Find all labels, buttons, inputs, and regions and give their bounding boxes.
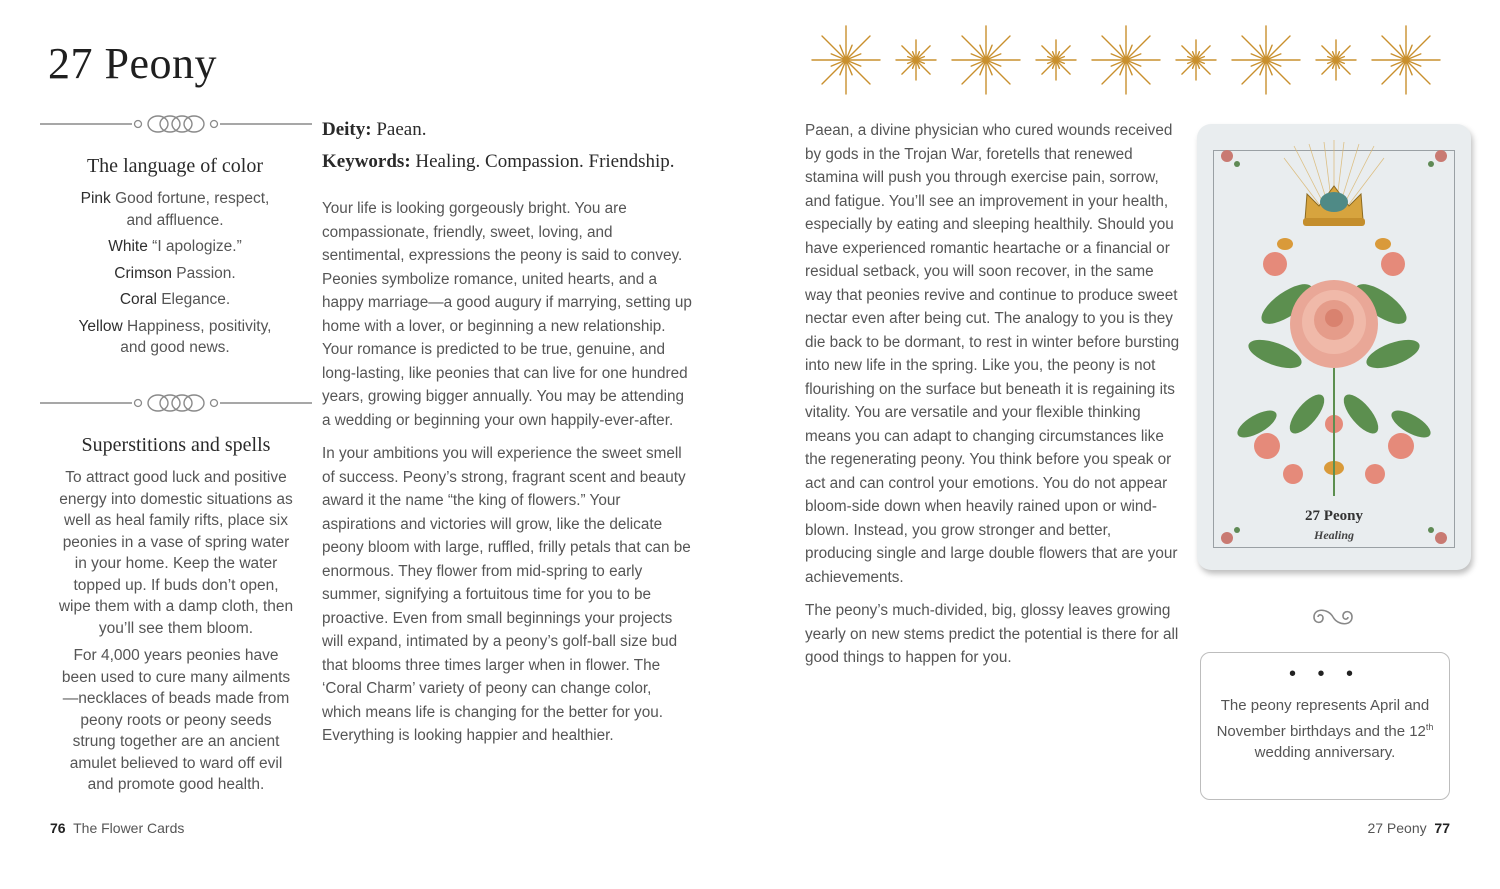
card-subtitle: Healing — [1313, 528, 1354, 542]
star-ray — [1182, 46, 1196, 60]
star-ray — [1126, 36, 1150, 60]
color-meaning: “I apologize.” — [152, 238, 242, 255]
star-ray — [1182, 60, 1196, 74]
note-text — [1215, 695, 1435, 764]
main-column-left — [322, 119, 694, 758]
note-text-part: The peony represents April and November birthdays and the 12 — [1216, 697, 1430, 740]
star-ray — [1406, 36, 1430, 60]
color-entry-white — [50, 236, 300, 258]
color-name: White — [108, 238, 148, 255]
star-center — [914, 58, 918, 62]
star-ray — [1382, 60, 1406, 84]
color-name: Coral — [119, 291, 157, 308]
star-ray — [1126, 60, 1150, 84]
superstition-paragraph: To attract good luck and positive energy into domestic situations as well as heal family rifts, place six peonies in a vase of spring water in your home. Keep the water topped up. If buds don’t open, wipe them with a damp cloth, then you’ll see them bloom. — [58, 469, 294, 637]
superstitions-section — [58, 434, 294, 802]
star-ray — [1406, 60, 1430, 84]
deity-value: Paean. — [376, 119, 427, 140]
deity-line — [322, 119, 694, 141]
star-center — [1334, 58, 1338, 62]
color-meaning: Happiness, positivity, and good news. — [120, 317, 272, 356]
star-center — [843, 57, 849, 63]
star-ray — [902, 60, 916, 74]
star-ray — [962, 60, 986, 84]
peony-illustration-icon — [1197, 124, 1471, 570]
color-language-heading: The language of color — [86, 155, 264, 177]
star-ray — [916, 60, 930, 74]
color-entry-pink — [50, 188, 300, 231]
star-ray — [962, 36, 986, 60]
keywords-label: Keywords: — [322, 151, 411, 172]
star-ray — [986, 36, 1010, 60]
color-name: Pink — [80, 190, 111, 207]
running-title: The Flower Cards — [73, 820, 185, 836]
star-ray — [1056, 60, 1070, 74]
star-ray — [1102, 60, 1126, 84]
star-ray — [822, 36, 846, 60]
color-entry-yellow — [50, 316, 300, 359]
body-paragraph: The peony’s much-divided, big, glossy leaves growing yearly on new stems predict the potential is there for all good things to happen for you. — [805, 602, 1179, 666]
page-folio-left — [50, 820, 184, 836]
star-ray — [1056, 46, 1070, 60]
color-meaning: Passion. — [176, 264, 236, 282]
page-title: 27 Peony — [48, 39, 217, 88]
color-entry-crimson — [50, 263, 300, 285]
body-paragraph: Paean, a divine physician who cured wounds received by gods in the Trojan War, foretells that renewed stamina will push you through exercise pain, sorrow, and fatigue. You’ll see an improvement in your health, especially by eating and sleeping healthily. Should you have experienced romantic heartache or a financial or residual setback, you will soon recover, in the same way that peonies revive and continue to produce sweet nectar even after being cut. The analogy to you is they die back to be dormant, to rest in winter before bursting into new life in the spring. Like you, the peony is not flourishing on the surface but beneath it is regaining its vitality. You are versatile and your flexible thinking means you can adapt to changing circumstances like the regenerating peony. You think before you speak or act and can control your emotions. You do not appear bloom-side down when heavily rained upon or wind-blown. Instead, you grow stronger and better, producing single and large double flowers that are your achievements. — [805, 122, 1180, 586]
deity-label: Deity: — [322, 119, 372, 140]
star-ray — [1242, 60, 1266, 84]
star-ray — [1196, 46, 1210, 60]
main-column-right — [805, 119, 1181, 680]
body-paragraph: In your ambitions you will experience the sweet smell of success. Peony’s strong, fragrant scent and beauty award it the name “the king of flowers.” Your aspirations and victories will grow, like the delicate peony bloom with large, ruffled, frilly petals that can be enormous. They flower from mid-spring to early summer, signifying a fortuitous time for you to be proactive. Even from small beginnings your projects will expand, intimated by a peony’s golf-ball size bud that blooms three times larger when in flower. The ‘Coral Charm’ variety of peony can change color, which means life is changing for the better for you. Everything is looking happier and healthier. — [322, 445, 691, 744]
star-ray — [916, 46, 930, 60]
page-number: 77 — [1434, 820, 1450, 836]
star-ray — [1042, 46, 1056, 60]
page-folio-right — [1367, 820, 1450, 836]
star-ray — [1322, 46, 1336, 60]
color-name: Crimson — [114, 264, 172, 282]
star-ray — [846, 60, 870, 84]
keywords-value: Healing. Compassion. Friendship. — [415, 151, 675, 172]
swirl-ornament-icon — [1308, 604, 1358, 630]
color-entry-coral — [50, 289, 300, 311]
star-center — [1054, 58, 1058, 62]
star-center — [983, 57, 989, 63]
star-ray — [986, 60, 1010, 84]
keywords-line — [322, 151, 694, 173]
star-center — [1263, 57, 1269, 63]
star-ray — [1336, 60, 1350, 74]
star-ray — [1336, 46, 1350, 60]
note-text-part: wedding anniversary. — [1254, 744, 1396, 761]
starburst-ornament-icon — [810, 24, 1442, 96]
card-title: 27 Peony — [1305, 508, 1363, 524]
star-ray — [1042, 60, 1056, 74]
ornament-divider-icon — [40, 391, 312, 415]
running-title: 27 Peony — [1367, 820, 1427, 836]
star-center — [1403, 57, 1409, 63]
ornament-divider-icon — [40, 112, 312, 136]
note-superscript: th — [1425, 721, 1434, 732]
star-ray — [1242, 36, 1266, 60]
body-paragraph: Your life is looking gorgeously bright. You are compassionate, friendly, sweet, loving, and sentimental, expressions the peony is said to convey. Peonies symbolize romance, united hearts, and a happy marriage—a good augury if marrying, setting up home with a lover, or beginning a new relationship. Your romance is predicted to be true, genuine, and long-lasting, like peonies that can live for one hundred years, growing bigger annually. You may be attending a wedding or beginning your own happily-ever-after. — [322, 200, 692, 429]
dots-ornament: • • • — [1288, 663, 1362, 685]
star-ray — [1322, 60, 1336, 74]
star-center — [1123, 57, 1129, 63]
star-ray — [902, 46, 916, 60]
star-ray — [1266, 36, 1290, 60]
color-language-section — [50, 155, 300, 364]
star-ray — [1266, 60, 1290, 84]
color-name: Yellow — [78, 317, 123, 335]
star-ray — [1196, 60, 1210, 74]
peony-oracle-card — [1197, 124, 1471, 570]
birthday-note-box — [1200, 652, 1450, 800]
star-ray — [1382, 36, 1406, 60]
superstitions-heading: Superstitions and spells — [81, 434, 271, 456]
star-center — [1194, 58, 1198, 62]
color-meaning: Elegance. — [161, 291, 231, 308]
star-ray — [822, 60, 846, 84]
page-number: 76 — [50, 820, 66, 836]
star-ray — [1102, 36, 1126, 60]
superstition-paragraph: For 4,000 years peonies have been used to cure many ailments—necklaces of beads made from peony roots or peony seeds strung together are an ancient amulet believed to ward off evil and promote good health. — [61, 647, 291, 793]
color-meaning: Good fortune, respect, and affluence. — [115, 190, 270, 229]
star-ray — [846, 36, 870, 60]
